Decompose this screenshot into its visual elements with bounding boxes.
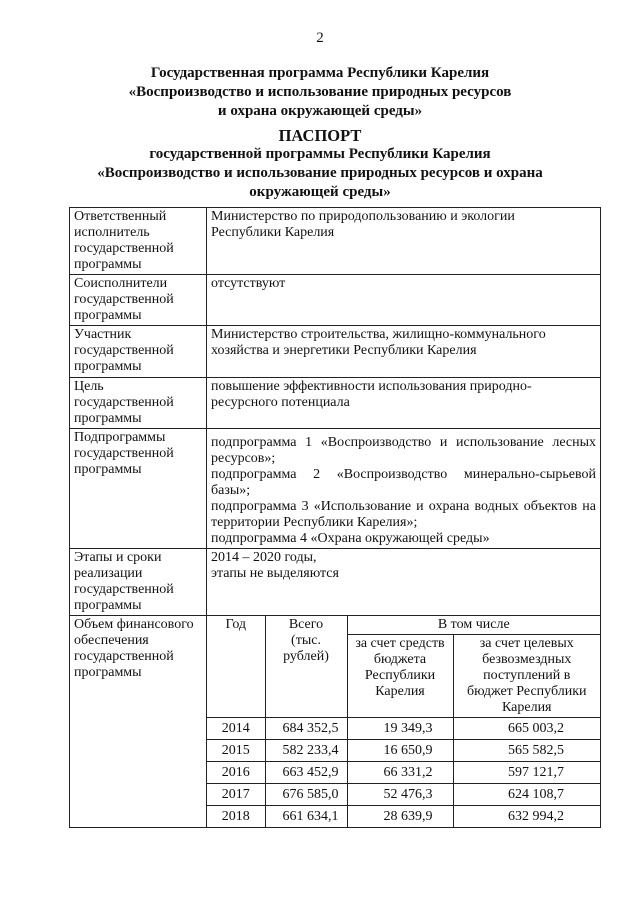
label-line: исполнитель [74, 225, 150, 240]
total-cell: 582 233,4 [265, 740, 347, 762]
year-cell: 2015 [207, 740, 265, 762]
subprogram-line: подпрограмма 2 «Воспроизводство минерально-сырьевой [211, 467, 596, 482]
financing-table [207, 616, 600, 827]
col-incl-header [347, 616, 600, 635]
total-cell: 663 452,9 [265, 762, 347, 784]
label-line: обеспечения [74, 633, 149, 648]
label-line: программы [74, 359, 142, 374]
grants-cell: 665 003,2 [453, 718, 600, 740]
label-line: Соисполнители [74, 276, 168, 291]
year-cell: 2014 [207, 718, 265, 740]
goal-label [70, 378, 207, 429]
header-line: бюджет Республики [466, 684, 587, 699]
year-cell: 2016 [207, 762, 265, 784]
financing-label [70, 616, 207, 828]
year-cell: 2018 [207, 806, 265, 828]
title-line: «Воспроизводство и использование природных ресурсов [128, 84, 512, 100]
label-line: программы [74, 257, 142, 272]
label-line: программы [74, 598, 142, 613]
passport-heading: ПАСПОРТ [278, 126, 362, 145]
value-line: хозяйства и энергетики Республики Карелия [211, 343, 477, 358]
financing-row-2015 [207, 740, 600, 762]
label-line: государственной [74, 395, 174, 410]
row-subprograms [70, 429, 601, 549]
grants-cell: 632 994,2 [453, 806, 600, 828]
header-line: Всего [288, 617, 324, 632]
header-line: Карелия [502, 700, 552, 715]
label-line: программы [74, 665, 142, 680]
value-line: повышение эффективности использования природно- [211, 379, 532, 394]
value-line: этапы не выделяются [211, 566, 339, 581]
financing-value [207, 616, 601, 828]
value-line: 2014 – 2020 годы, [211, 550, 317, 565]
value-line: Республики Карелия [211, 225, 335, 240]
header-line: (тыс. [291, 633, 321, 648]
header-line: Республики [364, 668, 436, 683]
total-cell: 684 352,5 [265, 718, 347, 740]
subprogram-line: подпрограмма 3 «Использование и охрана водных объектов на [211, 499, 596, 514]
label-line: Подпрограммы [74, 430, 166, 445]
subprogram-line: подпрограмма 1 «Воспроизводство и использование лесных [211, 435, 596, 450]
subprogram-line: подпрограмма 4 «Охрана окружающей среды» [211, 531, 490, 546]
financing-row-2016 [207, 762, 600, 784]
title-line: и охрана окружающей среды» [217, 103, 423, 119]
grants-cell: 597 121,7 [453, 762, 600, 784]
row-financing [70, 616, 601, 828]
row-participant [70, 326, 601, 378]
passport-title-line: окружающей среды» [249, 184, 391, 200]
budget-cell: 28 639,9 [347, 806, 453, 828]
label-line: государственной [74, 446, 174, 461]
coexecutors-label [70, 275, 207, 326]
passport-heading-block [0, 126, 640, 202]
year-cell: 2017 [207, 784, 265, 806]
stages-label [70, 549, 207, 616]
subprograms-value [207, 429, 601, 549]
financing-row-2014 [207, 718, 600, 740]
year-header-text: Год [225, 617, 247, 632]
label-line: государственной [74, 582, 174, 597]
header-line: поступлений в [483, 668, 571, 683]
executor-label [70, 208, 207, 275]
grants-cell: 624 108,7 [453, 784, 600, 806]
page-number: 2 [316, 30, 324, 46]
header-line: Карелия [375, 684, 425, 699]
subprogram-line: базы»; [211, 483, 251, 498]
label-line: Участник [74, 327, 132, 342]
passport-title-line: государственной программы Республики Карелия [149, 146, 491, 162]
incl-header-text: В том числе [437, 617, 510, 632]
goal-value [207, 378, 601, 429]
label-line: программы [74, 308, 142, 323]
budget-cell: 19 349,3 [347, 718, 453, 740]
value-line: отсутствуют [211, 276, 286, 291]
label-line: Цель [74, 379, 104, 394]
coexecutors-value [207, 275, 601, 326]
value-line: Министерство по природопользованию и экологии [211, 209, 515, 224]
row-goal [70, 378, 601, 429]
executor-value [207, 208, 601, 275]
label-line: реализации [74, 566, 143, 581]
budget-cell: 16 650,9 [347, 740, 453, 762]
budget-cell: 66 331,2 [347, 762, 453, 784]
label-line: государственной [74, 343, 174, 358]
participant-value [207, 326, 601, 378]
subprogram-line: территории Республики Карелия»; [211, 515, 418, 530]
participant-label [70, 326, 207, 378]
budget-cell: 52 476,3 [347, 784, 453, 806]
col-grants-header [453, 635, 600, 718]
subprogram-line: ресурсов»; [211, 451, 276, 466]
row-coexecutors [70, 275, 601, 326]
row-stages [70, 549, 601, 616]
label-line: программы [74, 462, 142, 477]
financing-header-row [207, 616, 600, 635]
label-line: Объем финансового [74, 617, 194, 632]
header-line: бюджета [373, 652, 427, 667]
col-total-header [265, 616, 347, 718]
total-cell: 661 634,1 [265, 806, 347, 828]
header-line: за счет средств [355, 636, 445, 651]
label-line: государственной [74, 292, 174, 307]
label-line: государственной [74, 649, 174, 664]
subprograms-label [70, 429, 207, 549]
col-year-header [207, 616, 265, 718]
row-executor [70, 208, 601, 275]
passport-title-line: «Воспроизводство и использование природных ресурсов и охрана [97, 165, 543, 181]
header-line: рублей) [283, 649, 329, 664]
label-line: Этапы и сроки [74, 550, 162, 565]
total-cell: 676 585,0 [265, 784, 347, 806]
stages-value [207, 549, 601, 616]
value-line: Министерство строительства, жилищно-коммунального [211, 327, 546, 342]
passport-table [69, 207, 601, 828]
financing-row-2018 [207, 806, 600, 828]
label-line: государственной [74, 241, 174, 256]
col-budget-header [347, 635, 453, 718]
label-line: Ответственный [74, 209, 167, 224]
label-line: программы [74, 411, 142, 426]
document-title [0, 64, 640, 121]
header-line: безвозмездных [482, 652, 572, 667]
header-line: за счет целевых [479, 636, 574, 651]
value-line: ресурсного потенциала [211, 395, 350, 410]
title-line: Государственная программа Республики Карелия [150, 65, 490, 81]
grants-cell: 565 582,5 [453, 740, 600, 762]
financing-row-2017 [207, 784, 600, 806]
